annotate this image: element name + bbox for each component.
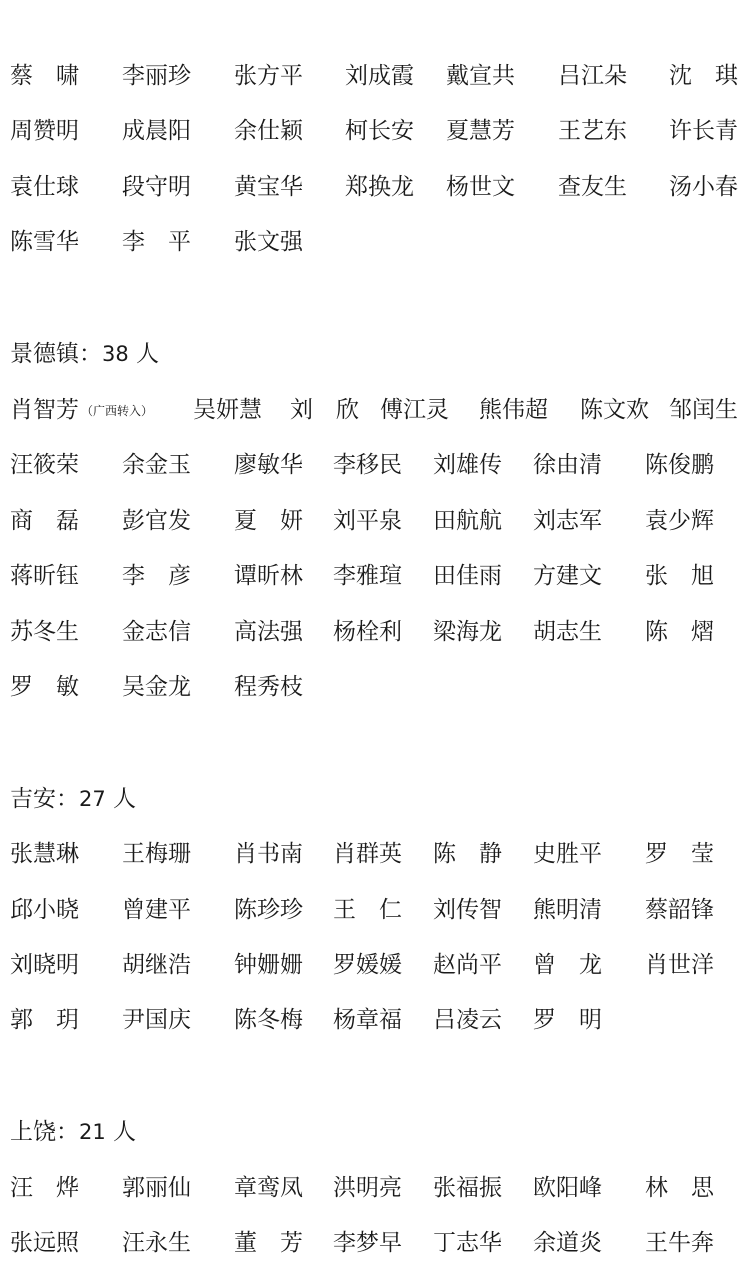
person-name: 梁海龙	[433, 619, 502, 645]
person-name: 陈冬梅	[234, 1007, 303, 1033]
person-name: 罗 莹	[645, 841, 714, 867]
person-name: 彭官发	[122, 508, 191, 534]
person-name: 夏慧芳	[446, 118, 515, 144]
region-title: 上饶：	[10, 1119, 79, 1145]
region-title: 景德镇：	[10, 341, 102, 367]
person-name: 戴宣共	[446, 63, 515, 89]
name-row	[0, 390, 750, 430]
section-heading	[10, 334, 159, 374]
name-row	[0, 667, 750, 707]
person-name: 程秀枝	[234, 674, 303, 700]
person-name: 段守明	[122, 174, 191, 200]
person-name: 方建文	[533, 563, 602, 589]
person-name: 刘晓明	[10, 952, 79, 978]
section-heading	[10, 779, 136, 819]
person-name-with-note	[10, 390, 153, 431]
person-name: 张方平	[234, 63, 303, 89]
person-name: 商 磊	[10, 508, 79, 534]
name-row	[0, 445, 750, 485]
name-row	[0, 56, 750, 96]
person-name: 吴妍慧	[193, 397, 262, 423]
person-name: 陈 熠	[645, 619, 714, 645]
person-name: 查友生	[558, 174, 627, 200]
person-name: 胡志生	[533, 619, 602, 645]
person-name: 刘雄传	[433, 452, 502, 478]
person-name: 田航航	[433, 508, 502, 534]
person-name: 吕凌云	[433, 1007, 502, 1033]
person-name: 高法强	[234, 619, 303, 645]
person-name: 傅江灵	[380, 397, 449, 423]
person-name: 董 芳	[234, 1230, 303, 1256]
person-name: 王 仁	[333, 897, 402, 923]
person-name: 张慧琳	[10, 841, 79, 867]
person-name: 林 思	[645, 1175, 714, 1201]
person-name: 袁仕球	[10, 174, 79, 200]
person-name: 丁志华	[433, 1230, 502, 1256]
name-row	[0, 945, 750, 985]
section-heading	[10, 1112, 136, 1152]
person-name: 陈珍珍	[234, 897, 303, 923]
person-name: 郭丽仙	[122, 1175, 191, 1201]
person-name: 李 彦	[122, 563, 191, 589]
person-name: 黄宝华	[234, 174, 303, 200]
person-name: 刘志军	[533, 508, 602, 534]
person-name: 汪 烨	[10, 1175, 79, 1201]
person-name: 吕江朵	[558, 63, 627, 89]
person-name: 杨栓利	[333, 619, 402, 645]
name-row	[0, 1168, 750, 1208]
person-name: 曾建平	[122, 897, 191, 923]
person-name: 刘 欣	[290, 397, 359, 423]
person-name: 汤小春	[669, 174, 738, 200]
name-row	[0, 890, 750, 930]
person-name: 蒋昕钰	[10, 563, 79, 589]
transfer-note: （广西转入）	[81, 404, 154, 418]
person-name: 胡继浩	[122, 952, 191, 978]
person-name: 洪明亮	[333, 1175, 402, 1201]
person-name: 袁少辉	[645, 508, 714, 534]
person-name: 田佳雨	[433, 563, 502, 589]
person-name: 许长青	[669, 118, 738, 144]
person-name: 王梅珊	[122, 841, 191, 867]
region-title: 吉安：	[10, 786, 79, 812]
person-name: 陈 静	[433, 841, 502, 867]
count-unit: 人	[105, 1119, 137, 1145]
person-name: 陈雪华	[10, 229, 79, 255]
person-name: 章鸾凤	[234, 1175, 303, 1201]
person-name: 熊明清	[533, 897, 602, 923]
person-name: 谭昕林	[234, 563, 303, 589]
person-name: 蔡 啸	[10, 63, 79, 89]
person-name: 熊伟超	[479, 397, 548, 423]
name-row	[0, 111, 750, 151]
person-name: 成晨阳	[122, 118, 191, 144]
person-name: 罗媛媛	[333, 952, 402, 978]
person-name: 李梦早	[333, 1230, 402, 1256]
person-name: 苏冬生	[10, 619, 79, 645]
person-name: 罗 明	[533, 1007, 602, 1033]
person-name: 刘成霞	[345, 63, 414, 89]
person-name: 柯长安	[345, 118, 414, 144]
person-name: 沈 琪	[669, 63, 738, 89]
person-name: 肖世洋	[645, 952, 714, 978]
person-name: 周赞明	[10, 118, 79, 144]
name-row	[0, 501, 750, 541]
person-name: 杨世文	[446, 174, 515, 200]
member-count: 27	[79, 787, 106, 811]
person-name: 郑换龙	[345, 174, 414, 200]
person-name: 陈俊鹏	[645, 452, 714, 478]
person-name: 蔡韶锋	[645, 897, 714, 923]
person-name: 刘传智	[433, 897, 502, 923]
name-row	[0, 556, 750, 596]
person-name: 赵尚平	[433, 952, 502, 978]
person-name: 邱小晓	[10, 897, 79, 923]
person-name: 曾 龙	[533, 952, 602, 978]
name-row	[0, 1223, 750, 1263]
person-name: 刘平泉	[333, 508, 402, 534]
person-name: 张福振	[433, 1175, 502, 1201]
person-name: 肖书南	[234, 841, 303, 867]
name-row	[0, 612, 750, 652]
person-name: 金志信	[122, 619, 191, 645]
person-name: 李移民	[333, 452, 402, 478]
person-name: 余仕颖	[234, 118, 303, 144]
person-name: 尹国庆	[122, 1007, 191, 1033]
person-name: 李丽珍	[122, 63, 191, 89]
person-name: 郭 玥	[10, 1007, 79, 1033]
person-name: 吴金龙	[122, 674, 191, 700]
person-name: 张远照	[10, 1230, 79, 1256]
member-count: 38	[102, 342, 129, 366]
person-name: 廖敏华	[234, 452, 303, 478]
count-unit: 人	[105, 786, 137, 812]
person-name: 欧阳峰	[533, 1175, 602, 1201]
person-name: 余金玉	[122, 452, 191, 478]
person-name: 肖智芳	[10, 397, 79, 423]
count-unit: 人	[128, 341, 160, 367]
person-name: 李雅瑄	[333, 563, 402, 589]
name-row	[0, 1000, 750, 1040]
person-name: 汪永生	[122, 1230, 191, 1256]
name-row	[0, 167, 750, 207]
person-name: 邹闰生	[669, 397, 738, 423]
person-name: 钟姗姗	[234, 952, 303, 978]
name-row	[0, 834, 750, 874]
name-row	[0, 222, 750, 262]
person-name: 张文强	[234, 229, 303, 255]
person-name: 肖群英	[333, 841, 402, 867]
person-name: 罗 敏	[10, 674, 79, 700]
person-name: 李 平	[122, 229, 191, 255]
person-name: 汪筱荣	[10, 452, 79, 478]
person-name: 张 旭	[645, 563, 714, 589]
person-name: 陈文欢	[580, 397, 649, 423]
person-name: 徐由清	[533, 452, 602, 478]
person-name: 史胜平	[533, 841, 602, 867]
person-name: 杨章福	[333, 1007, 402, 1033]
person-name: 余道炎	[533, 1230, 602, 1256]
member-count: 21	[79, 1120, 106, 1144]
person-name: 王牛奔	[645, 1230, 714, 1256]
person-name: 夏 妍	[234, 508, 303, 534]
person-name: 王艺东	[558, 118, 627, 144]
